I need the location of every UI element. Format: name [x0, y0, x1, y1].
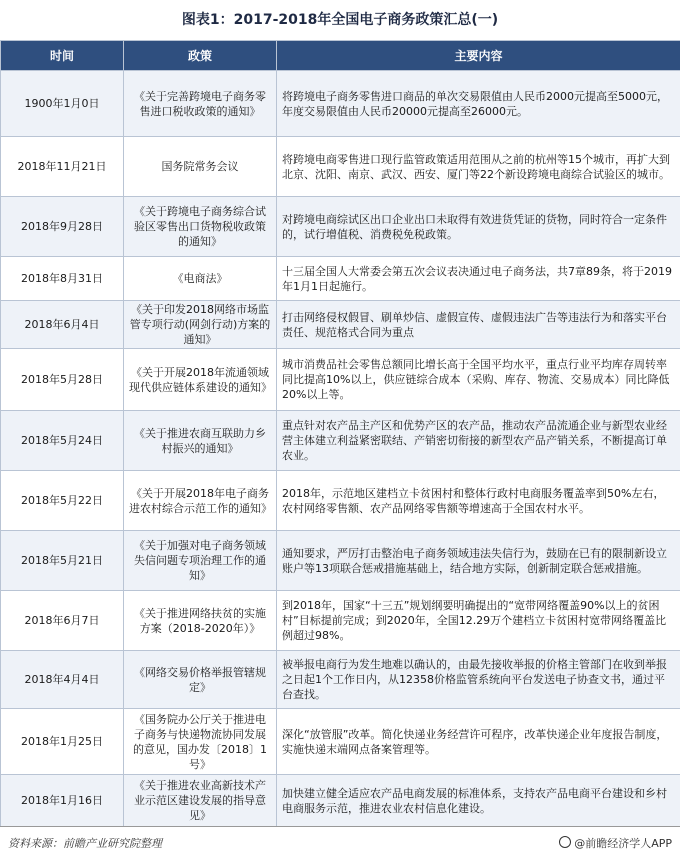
row-time: 2018年11月21日 — [1, 137, 124, 197]
table-row — [1, 775, 680, 827]
header-time: 时间 — [1, 41, 124, 71]
table-row — [1, 531, 680, 591]
table-row — [1, 471, 680, 531]
brand-label: @前瞻经济学人APP — [574, 837, 672, 850]
row-content: 十三届全国人大常委会第五次会议表决通过电子商务法，共7章89条，将于2019年1月1日起施行。 — [277, 257, 680, 301]
table-row — [1, 301, 680, 349]
table-row — [1, 591, 680, 651]
table-row — [1, 411, 680, 471]
table-row — [1, 349, 680, 411]
row-time: 1900年1月0日 — [1, 71, 124, 137]
row-time: 2018年5月21日 — [1, 531, 124, 591]
row-policy: 《关于加强对电子商务领域失信问题专项治理工作的通知》 — [124, 531, 277, 591]
table-title: 图表1：2017-2018年全国电子商务政策汇总(一) — [0, 0, 680, 40]
row-policy: 《国务院办公厅关于推进电子商务与快递物流协同发展的意见，国办发〔2018〕1号》 — [124, 709, 277, 775]
row-policy: 《关于开展2018年电子商务进农村综合示范工作的通知》 — [124, 471, 277, 531]
source-note: 资料来源：前瞻产业研究院整理 — [8, 835, 162, 851]
table-header-row — [1, 41, 680, 71]
row-time: 2018年6月4日 — [1, 301, 124, 349]
brand-credit — [559, 835, 672, 851]
row-time: 2018年5月24日 — [1, 411, 124, 471]
table-row — [1, 197, 680, 257]
row-policy: 《网络交易价格举报管辖规定》 — [124, 651, 277, 709]
footer — [0, 826, 680, 861]
row-time: 2018年4月4日 — [1, 651, 124, 709]
row-time: 2018年1月25日 — [1, 709, 124, 775]
row-time: 2018年1月16日 — [1, 775, 124, 827]
policy-table — [0, 40, 680, 827]
row-time: 2018年5月22日 — [1, 471, 124, 531]
table-row — [1, 651, 680, 709]
row-content: 加快建立健全适应农产品电商发展的标准体系，支持农产品电商平台建设和乡村电商服务示范，推进农业农村信息化建设。 — [277, 775, 680, 827]
row-policy: 《电商法》 — [124, 257, 277, 301]
row-policy: 《关于推进农商互联助力乡村振兴的通知》 — [124, 411, 277, 471]
row-policy: 国务院常务会议 — [124, 137, 277, 197]
row-content: 对跨境电商综试区出口企业出口未取得有效进货凭证的货物，同时符合一定条件的，试行增值税、消费税免税政策。 — [277, 197, 680, 257]
table-row — [1, 257, 680, 301]
row-content: 深化“放管服”改革。简化快递业务经营许可程序，改革快递企业年度报告制度，实施快递末端网点备案管理等。 — [277, 709, 680, 775]
row-time: 2018年5月28日 — [1, 349, 124, 411]
row-policy: 《关于跨境电子商务综合试验区零售出口货物税收政策的通知》 — [124, 197, 277, 257]
row-content: 2018年，示范地区建档立卡贫困村和整体行政村电商服务覆盖率到50%左右，农村网络零售额、农产品网络零售额等增速高于全国农村水平。 — [277, 471, 680, 531]
row-policy: 《关于开展2018年流通领域现代供应链体系建设的通知》 — [124, 349, 277, 411]
row-content: 城市消费品社会零售总额同比增长高于全国平均水平，重点行业平均库存周转率同比提高10%以上，供应链综合成本（采购、库存、物流、交易成本）同比降低20%以上等。 — [277, 349, 680, 411]
table-row — [1, 71, 680, 137]
row-content: 打击网络侵权假冒、刷单炒信、虚假宣传、虚假违法广告等违法行为和落实平台责任、规范格式合同为重点 — [277, 301, 680, 349]
row-time: 2018年8月31日 — [1, 257, 124, 301]
row-policy: 《关于完善跨境电子商务零售进口税收政策的通知》 — [124, 71, 277, 137]
row-content: 到2018年，国家“十三五”规划纲要明确提出的“宽带网络覆盖90%以上的贫困村”目标提前完成；到2020年，全国12.29万个建档立卡贫困村宽带网络覆盖比例超过98%。 — [277, 591, 680, 651]
row-content: 将跨境电子商务零售进口商品的单次交易限值由人民币2000元提高至5000元，年度交易限值由人民币20000元提高至26000元。 — [277, 71, 680, 137]
row-content: 被举报电商行为发生地难以确认的，由最先接收举报的价格主管部门在收到举报之日起1个工作日内，从12358价格监管系统向平台发送电子协查文书，通过平台查找。 — [277, 651, 680, 709]
row-content: 重点针对农产品主产区和优势产区的农产品，推动农产品流通企业与新型农业经营主体建立利益紧密联结、产销密切衔接的新型农产品产销关系，不断提高订单农业。 — [277, 411, 680, 471]
header-content: 主要内容 — [277, 41, 680, 71]
row-content: 将跨境电商零售进口现行监管政策适用范围从之前的杭州等15个城市，再扩大到北京、沈阳、南京、武汉、西安、厦门等22个新设跨境电商综合试验区的城市。 — [277, 137, 680, 197]
table-row — [1, 709, 680, 775]
row-policy: 《关于推进网络扶贫的实施方案（2018-2020年）》 — [124, 591, 277, 651]
table-row — [1, 137, 680, 197]
row-policy: 《关于推进农业高新技术产业示范区建设发展的指导意见》 — [124, 775, 277, 827]
row-time: 2018年9月28日 — [1, 197, 124, 257]
row-time: 2018年6月7日 — [1, 591, 124, 651]
row-content: 通知要求，严厉打击整治电子商务领域违法失信行为，鼓励在已有的限制新设立账户等13项联合惩戒措施基础上，结合地方实际，创新制定联合惩戒措施。 — [277, 531, 680, 591]
brand-logo-icon — [559, 836, 571, 848]
row-policy: 《关于印发2018网络市场监管专项行动(网剑行动)方案的通知》 — [124, 301, 277, 349]
header-policy: 政策 — [124, 41, 277, 71]
